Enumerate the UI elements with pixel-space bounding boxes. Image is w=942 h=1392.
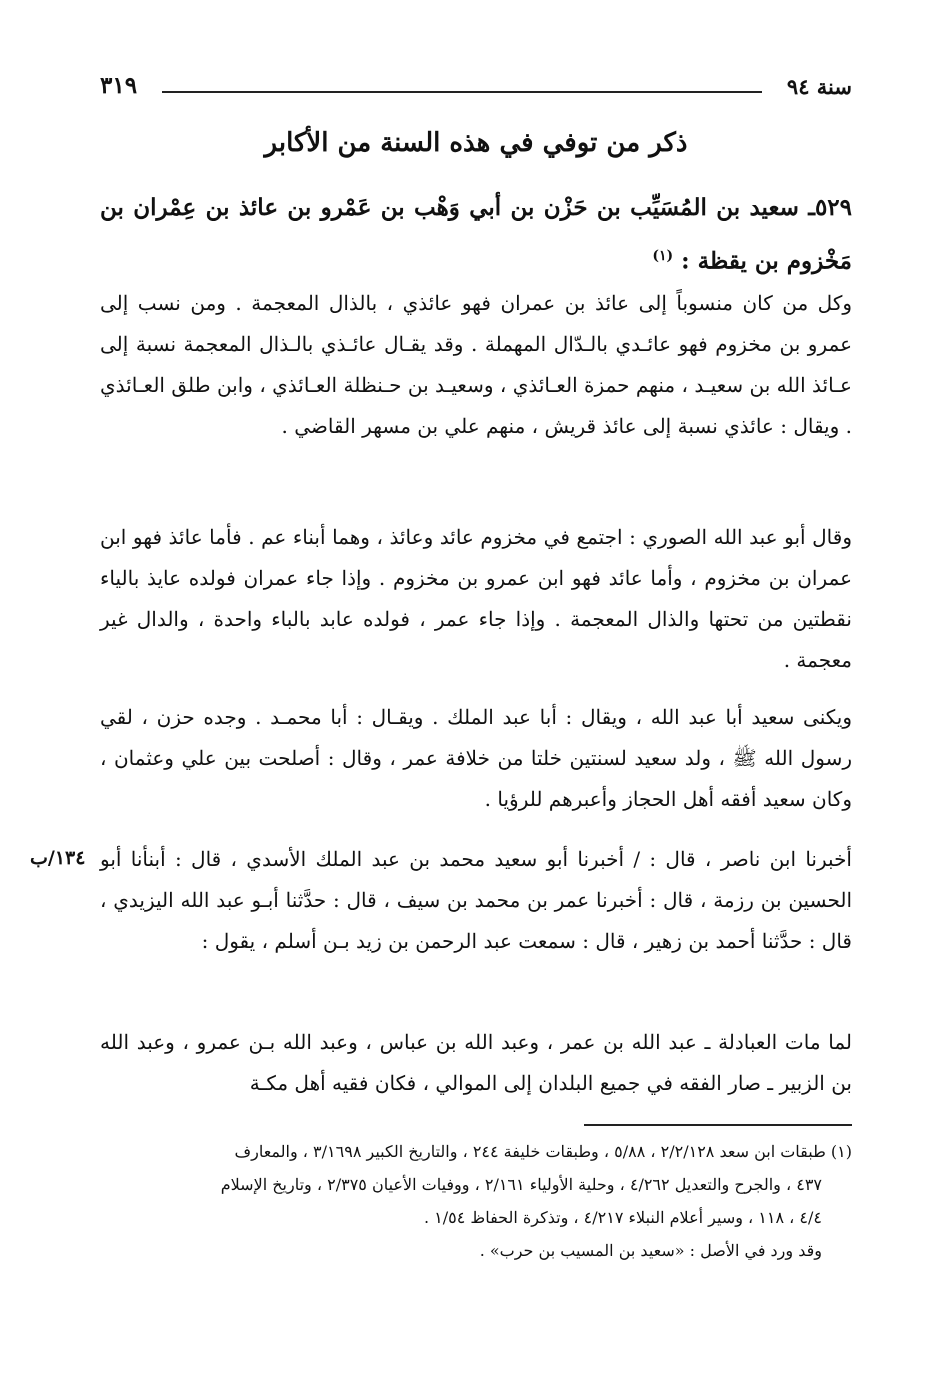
footnote-line: ٤٣٧ ، والجرح والتعديل ٤/٢٦٢ ، وحلية الأولياء ٢/١٦١ ، ووفيات الأعيان ٢/٣٧٥ ، وتاريخ الإسلام — [220, 1175, 822, 1194]
manuscript-folio-note: ١٣٤/ب — [30, 847, 86, 869]
footnote-line: (١) طبقات ابن سعد ٢/٢/١٢٨ ، ٥/٨٨ ، وطبقات خليفة ٢٤٤ ، والتاريخ الكبير ٣/١٦٩٨ ، والمعارف — [234, 1142, 852, 1161]
page-header — [100, 68, 852, 108]
paragraph-isnad: أخبرنا ابن ناصر ، قال : / أخبرنا أبو سعيد محمد بن عبد الملك الأسدي ، قال : أبنأنا أبو الحسين بن رزمة ، قال : أخبرنا عمر بن محمد بن سيف ، قال : حدَّثنا أبـو عبد الله اليزيدي ، قال : حدَّثنا أحمد بن زهير ، قال : سمعت عبد الرحمن بن زيد بـن أسلم ، يقول : — [100, 847, 852, 953]
entry-heading-text: ٥٢٩ـ سعيد بن المُسَيِّب بن حَزْن بن أبي وَهْب بن عَمْرو بن عائذ بن عِمْران بن مَخْزوم بن يقظة : — [100, 194, 852, 275]
header-rule — [162, 91, 762, 93]
page-number: ٣١٩ — [100, 72, 138, 99]
footnote-line: ٤/٤ ، ١١٨ ، وسير أعلام النبلاء ٤/٢١٧ ، وتذكرة الحفاظ ١/٥٤ . — [423, 1208, 822, 1227]
section-title: ذكر من توفي في هذه السنة من الأكابر — [264, 128, 688, 158]
footnote-rule — [584, 1124, 852, 1126]
entry-heading — [100, 183, 852, 286]
paragraph-nisba: وكل من كان منسوباً إلى عائذ بن عمران فهو عائذي ، بالذال المعجمة . ومن نسب إلى عمرو بن مخزوم فهو عائـدي بالـدّال المهملة . وقد يقـال عائـذي بالـذال المعجمة نسبة إلى عـائذ الله بن سعيـد ، منهم حمزة العـائذي ، وسعيـد بن حـنظلة العـائذي ، وابن طلق العـائذي . ويقال : عائذي نسبة إلى عائذ قريش ، منهم علي بن مسهر القاضي . — [100, 291, 852, 438]
paragraph-abadila: لما مات العبادلة ـ عبد الله بن عمر ، وعبد الله بن عباس ، وعبد الله بـن عمرو ، وعبد الله بن الزبير ـ صار الفقه في جميع البلدان إلى الموالي ، فكان فقيه أهل مكـة — [100, 1030, 852, 1095]
paragraph-kunya: ويكنى سعيد أبا عبد الله ، ويقال : أبا عبد الملك . ويقـال : أبا محمـد . وجده حزن ، لقي رسول الله ﷺ ، ولد سعيد لسنتين خلتا من خلافة عمر ، وقال : أصلحت بين علي وعثمان ، وكان سعيد أفقه أهل الحجاز وأعبرهم للرؤيا . — [100, 705, 852, 811]
footnote-line: وقد ورد في الأصل : «سعيد بن المسيب بن حرب» . — [479, 1241, 822, 1260]
footnote-reference: (١) — [652, 248, 674, 264]
paragraph-suri: وقال أبو عبد الله الصوري : اجتمع في مخزوم عائد وعائذ ، وهما أبناء عم . فأما عائذ فهو ابن عمران بن مخزوم ، وأما عائد فهو ابن عمرو بن مخزوم . وإذا جاء عمران فولده عايذ بالياء نقطتين من تحتها والذال المعجمة . وإذا جاء عمر ، فولده عابد بالباء واحدة ، والدال غير معجمة . — [100, 525, 852, 672]
footnotes — [100, 1135, 852, 1267]
running-head-year: سنة ٩٤ — [786, 74, 852, 99]
